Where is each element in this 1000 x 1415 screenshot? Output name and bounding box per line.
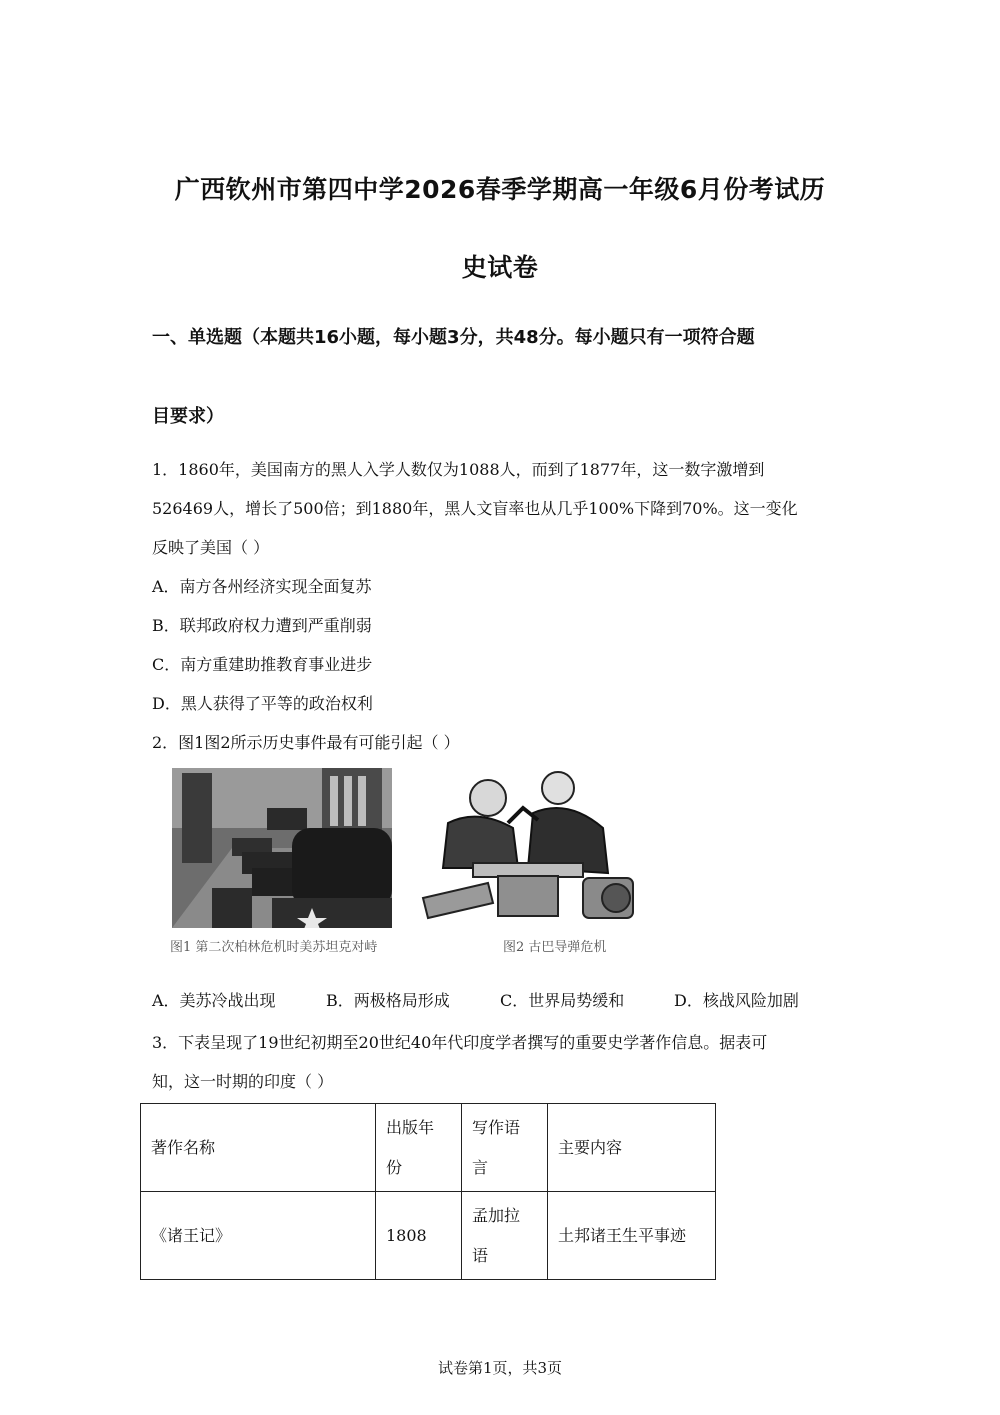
page-title-line-1: 广西钦州市第四中学2026春季学期高一年级6月份考试历 [174,175,826,204]
table-header-cell: 写作语 言 [462,1104,548,1192]
q2-stem: 2．图1图2所示历史事件最有可能引起（ ） [152,733,460,752]
section-heading-line-1: 一、单选题（本题共16小题，每小题3分，共48分。每小题只有一项符合题 [152,327,755,348]
q1-stem-line-1: 1．1860年，美国南方的黑人入学人数仅为1088人，而到了1877年，这一数字激增到 [152,460,765,479]
table-cell: 1808 [376,1192,462,1280]
figure-1-tank-photo [172,768,392,928]
q1-option-d: D．黑人获得了平等的政治权利 [152,694,373,713]
table-cell: 孟加拉 语 [462,1192,548,1280]
q3-table [140,1103,716,1280]
page-title-line-2: 史试卷 [461,253,539,282]
page-footer: 试卷第1页，共3页 [437,1359,563,1377]
table-cell: 土邦诸王生平事迹 [548,1192,716,1280]
table-header-cell: 主要内容 [548,1104,716,1192]
q3-stem-line-1: 3．下表呈现了19世纪初期至20世纪40年代印度学者撰写的重要史学著作信息。据表可 [152,1033,768,1052]
q1-option-b: B．联邦政府权力遭到严重削弱 [152,616,372,635]
table-header-row [141,1104,716,1192]
q2-option-d: D．核战风险加剧 [674,991,799,1010]
table-row [141,1192,716,1280]
q2-option-a: A．美苏冷战出现 [152,991,276,1010]
q1-option-a: A．南方各州经济实现全面复苏 [152,577,372,596]
q2-option-b: B．两极格局形成 [326,991,450,1010]
table-header-cell: 著作名称 [141,1104,376,1192]
section-heading-line-2: 目要求） [152,406,224,427]
q2-option-c: C．世界局势缓和 [500,991,625,1010]
q1-stem-line-3: 反映了美国（ ） [152,538,270,557]
figure-2-missile-crisis-cartoon [418,768,638,928]
table-cell: 《诸王记》 [141,1192,376,1280]
figure-1-caption: 图1 第二次柏林危机时美苏坦克对峙 [170,940,378,955]
q1-stem-line-2: 526469人，增长了500倍；到1880年，黑人文盲率也从几乎100%下降到70%。这一变化 [152,499,798,518]
q3-stem-line-2: 知，这一时期的印度（ ） [152,1072,334,1091]
table-header-cell: 出版年 份 [376,1104,462,1192]
q2-options [152,988,799,1011]
q1-option-c: C．南方重建助推教育事业进步 [152,655,373,674]
figure-2-caption: 图2 古巴导弹危机 [503,940,607,955]
